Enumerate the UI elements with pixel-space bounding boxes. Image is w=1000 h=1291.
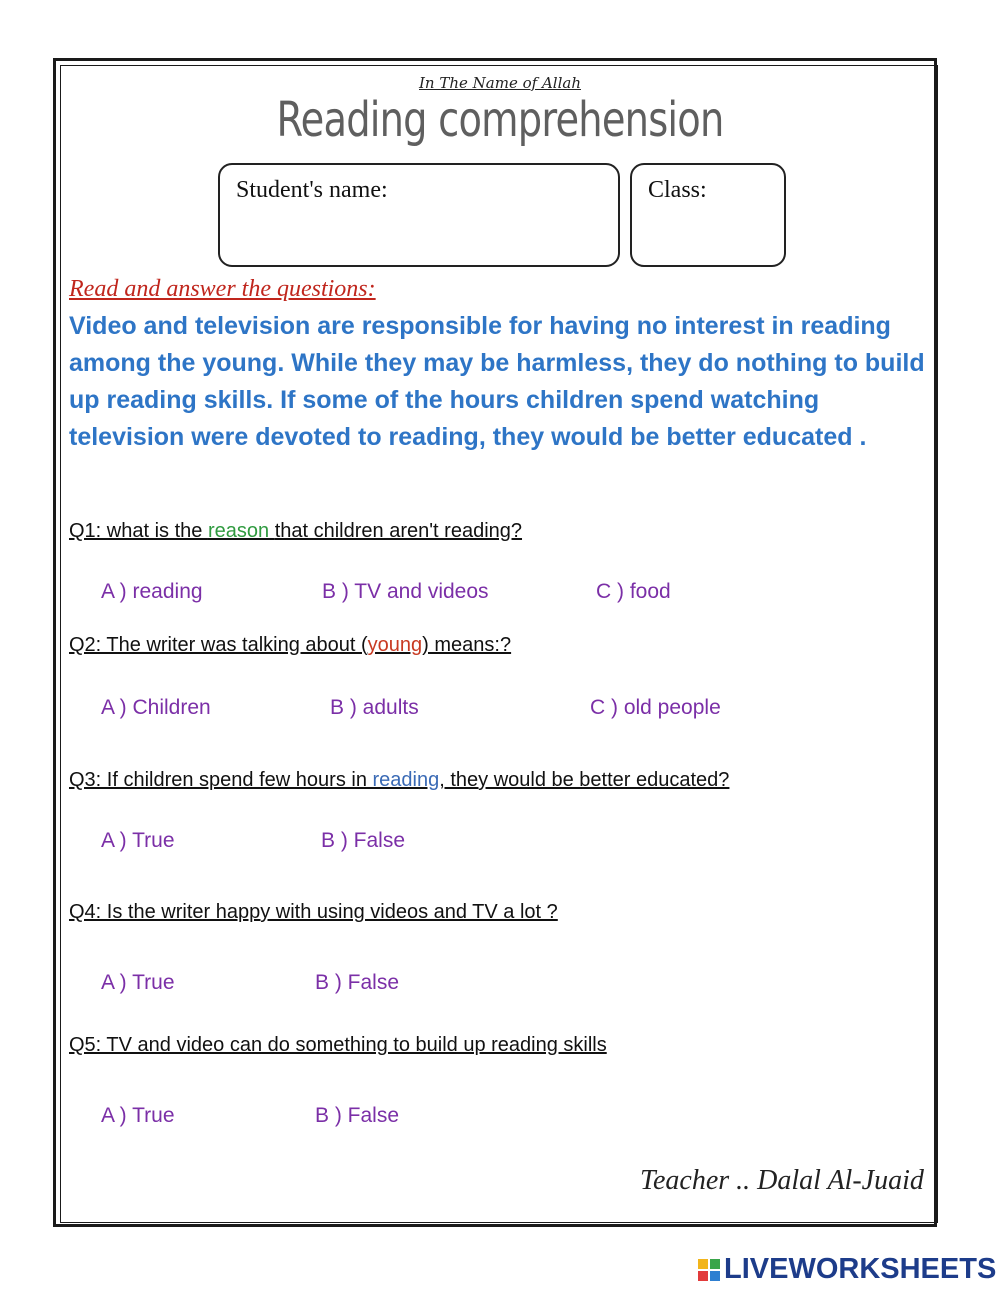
logo-grid-icon: [698, 1259, 720, 1281]
q5-option-a[interactable]: A ) True: [101, 1104, 175, 1127]
question-2-keyword: young: [367, 634, 423, 656]
q3-option-b[interactable]: B ) False: [321, 829, 406, 852]
question-1: [69, 520, 522, 543]
question-4: Q4: Is the writer happy with using videos and TV a lot ?: [69, 901, 558, 923]
logo-square-4: [710, 1271, 720, 1281]
student-name-field[interactable]: [218, 163, 620, 267]
q1-option-b[interactable]: B ) TV and videos: [322, 580, 489, 603]
student-name-label: Student's name:: [236, 177, 388, 203]
q3-option-a[interactable]: A ) True: [101, 829, 175, 852]
liveworksheets-logo[interactable]: [698, 1253, 996, 1286]
logo-square-2: [710, 1259, 720, 1269]
question-2: [69, 634, 511, 657]
question-3-keyword: reading: [372, 769, 440, 791]
q2-option-b[interactable]: B ) adults: [330, 696, 419, 719]
q2-option-a[interactable]: A ) Children: [101, 696, 211, 719]
question-1-text-end: that children aren't reading?: [274, 520, 523, 542]
teacher-signature: Teacher .. Dalal Al-Juaid: [640, 1165, 924, 1196]
question-2-text-end: ) means:?: [422, 634, 512, 656]
logo-text: LIVEWORKSHEETS: [724, 1253, 997, 1285]
page-title: Reading comprehension: [276, 92, 724, 148]
q4-option-a[interactable]: A ) True: [101, 971, 175, 994]
q5-option-b[interactable]: B ) False: [315, 1104, 400, 1127]
logo-square-3: [698, 1271, 708, 1281]
question-1-keyword: reason: [207, 520, 275, 542]
instruction-text: Read and answer the questions:: [69, 276, 376, 302]
q1-option-c[interactable]: C ) food: [596, 580, 671, 603]
question-1-text: Q1: what is the: [69, 520, 208, 542]
question-5: Q5: TV and video can do something to build up reading skills: [69, 1034, 607, 1056]
q2-option-c[interactable]: C ) old people: [590, 696, 721, 719]
question-2-text: Q2: The writer was talking about (: [69, 634, 368, 656]
question-3: [69, 769, 729, 792]
logo-square-1: [698, 1259, 708, 1269]
class-field[interactable]: [630, 163, 786, 267]
question-3-text-end: , they would be better educated?: [439, 769, 730, 791]
bismillah-heading: In The Name of Allah: [419, 74, 581, 92]
q1-option-a[interactable]: A ) reading: [101, 580, 203, 603]
question-3-text: Q3: If children spend few hours in: [69, 769, 373, 791]
class-label: Class:: [648, 177, 707, 203]
reading-passage: Video and television are responsible for having no interest in reading among the young. While they may be harmless, they do nothing to build up reading skills. If some of the hours children spend watching television were devoted to reading, they would be better educated .: [69, 312, 925, 451]
q4-option-b[interactable]: B ) False: [315, 971, 400, 994]
